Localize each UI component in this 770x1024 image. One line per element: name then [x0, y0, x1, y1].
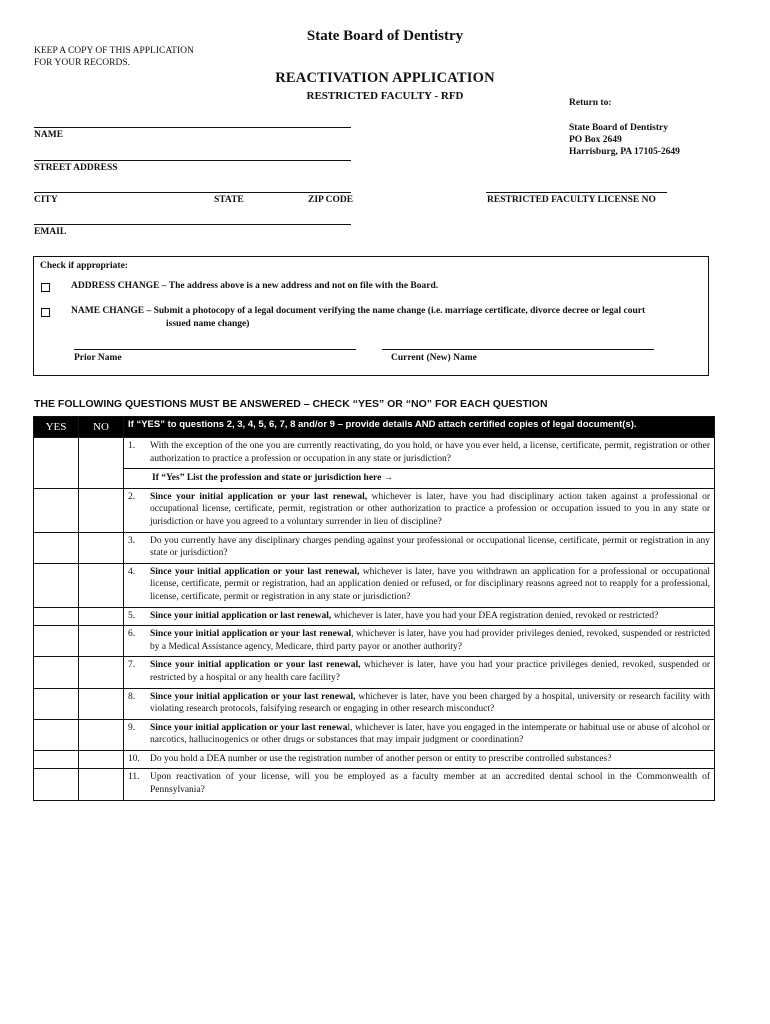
- street-address-label: STREET ADDRESS: [34, 163, 118, 173]
- question-number: 9.: [128, 722, 136, 733]
- question-number: 2.: [128, 491, 136, 502]
- question-text: whichever is later, have you had your DEA registration denied, revoked or restricted?: [331, 610, 659, 621]
- return-address-line-2: PO Box 2649: [569, 135, 622, 145]
- change-notice-box: [33, 256, 709, 376]
- question-4: [124, 563, 715, 607]
- table-row: [34, 532, 715, 563]
- q10-no-cell[interactable]: [79, 750, 124, 769]
- question-bold: Since your initial application or your last renewal,: [150, 566, 360, 577]
- question-9: [124, 719, 715, 750]
- application-title: REACTIVATION APPLICATION: [275, 70, 495, 86]
- table-row: [34, 438, 715, 489]
- table-row: [34, 769, 715, 800]
- question-7: [124, 657, 715, 688]
- city-state-zip-field[interactable]: [34, 192, 351, 193]
- question-1: [124, 438, 715, 489]
- city-label: CITY: [34, 195, 58, 205]
- name-change-label-cont: issued name change): [166, 319, 250, 329]
- q4-no-cell[interactable]: [79, 563, 124, 607]
- question-text: whichever is later, have you had disciplinary action taken against a professional or occupational license, certificate, permit, registration or other authorization to practice a profession or occupation issued to you in any state or jurisdiction or have you agreed to a voluntary surrender in lieu of discipline?: [150, 491, 710, 527]
- questions-heading: THE FOLLOWING QUESTIONS MUST BE ANSWERED – CHECK “YES” OR “NO” FOR EACH QUESTION: [34, 398, 548, 410]
- question-bold: Since your initial application or your last renewal,: [150, 491, 368, 502]
- return-address-line-1: State Board of Dentistry: [569, 123, 668, 133]
- question-text: With the exception of the one you are currently reactivating, do you hold, or have you ever held, a license, certificate, permit, registration or other authorization to practice a profession or occupation in any state or jurisdiction?: [150, 441, 710, 464]
- question-text: whichever is later, have you been charged by a hospital, university or research facility with violating research protocols, falsifying research or engaging in other research misconduct?: [150, 691, 711, 715]
- questions-table: [33, 416, 715, 801]
- q4-yes-cell[interactable]: [34, 563, 79, 607]
- current-name-field[interactable]: [382, 349, 654, 350]
- table-row: [34, 607, 715, 626]
- question-number: 5.: [128, 610, 136, 621]
- question-number: 3.: [128, 535, 136, 546]
- keep-copy-line-1: KEEP A COPY OF THIS APPLICATION: [34, 46, 194, 56]
- q6-no-cell[interactable]: [79, 626, 124, 657]
- table-row: [34, 750, 715, 769]
- question-bold: Since your initial application or last renewal,: [150, 610, 332, 621]
- question-number: 11.: [128, 772, 140, 783]
- question-number: 8.: [128, 691, 136, 702]
- table-row: [34, 657, 715, 688]
- email-field[interactable]: [34, 224, 351, 225]
- q11-no-cell[interactable]: [79, 769, 124, 800]
- question-number: 6.: [128, 629, 136, 640]
- address-change-checkbox[interactable]: [41, 283, 50, 292]
- name-change-label: NAME CHANGE – Submit a photocopy of a legal document verifying the name change (i.e. marriage certificate, divorce decree or legal court: [71, 306, 646, 316]
- question-8: [124, 688, 715, 719]
- table-row: [34, 719, 715, 750]
- question-11: [124, 769, 715, 800]
- board-title: State Board of Dentistry: [306, 28, 464, 44]
- questions-header-row: [34, 417, 715, 438]
- question-number: 7.: [128, 660, 136, 671]
- address-change-label: ADDRESS CHANGE – The address above is a new address and not on file with the Board.: [71, 281, 439, 291]
- street-address-field[interactable]: [34, 160, 351, 161]
- q8-yes-cell[interactable]: [34, 688, 79, 719]
- question-number: 4.: [128, 566, 136, 577]
- application-subtitle: RESTRICTED FACULTY - RFD: [306, 90, 464, 102]
- current-name-label: Current (New) Name: [391, 353, 477, 363]
- prior-name-field[interactable]: [74, 349, 356, 350]
- zip-code-label: ZIP CODE: [308, 195, 354, 205]
- name-label: NAME: [34, 130, 64, 140]
- license-number-field[interactable]: [486, 192, 667, 193]
- question-text: Upon reactivation of your license, will you be employed as a faculty member at an accredited dental school in the Commonwealth of Pennsylvania?: [150, 772, 710, 796]
- question-bold: Since your initial application or your last renewa: [150, 722, 348, 733]
- q9-no-cell[interactable]: [79, 719, 124, 750]
- q3-yes-cell[interactable]: [34, 532, 79, 563]
- q5-yes-cell[interactable]: [34, 607, 79, 626]
- q1-no-cell[interactable]: [79, 438, 124, 489]
- question-number: 1.: [128, 441, 136, 451]
- q2-no-cell[interactable]: [79, 488, 124, 532]
- question-number: 10.: [128, 753, 140, 764]
- question-text: whichever is later, have you withdrawn an application for a professional or occupational license, certificate, permit or registration, had an application denied or refused, or for disciplinary reasons agreed not to reapply for a professional, license, certificate, permit or registration in any state or jurisdiction?: [150, 566, 710, 602]
- question-5: [124, 607, 715, 626]
- table-row: [34, 563, 715, 607]
- q7-yes-cell[interactable]: [34, 657, 79, 688]
- license-number-label: RESTRICTED FACULTY LICENSE NO: [487, 195, 656, 205]
- return-address: [569, 122, 680, 158]
- q2-yes-cell[interactable]: [34, 488, 79, 532]
- q1-yes-cell[interactable]: [34, 438, 79, 489]
- question-10: [124, 750, 715, 769]
- email-label: EMAIL: [34, 227, 67, 237]
- question-2: [124, 488, 715, 532]
- questions-instruction: If “YES” to questions 2, 3, 4, 5, 6, 7, 8 and/or 9 – provide details AND attach certified copies of legal document(s).: [124, 417, 715, 438]
- question-bold: Since your initial application or your last renewal: [150, 629, 352, 640]
- question-text: whichever is later, have you had your practice privileges denied, revoked, suspended or restricted by a hospital or any health care facility?: [150, 660, 711, 683]
- table-row: [34, 488, 715, 532]
- question-bold: Since your initial application or your last renewal,: [150, 660, 361, 671]
- table-row: [34, 688, 715, 719]
- question-text: Do you currently have any disciplinary charges pending against your professional or occupational license, certificate, permit or registration in any state or jurisdiction?: [150, 535, 710, 559]
- q9-yes-cell[interactable]: [34, 719, 79, 750]
- q8-no-cell[interactable]: [79, 688, 124, 719]
- question-text: , whichever is later, have you had provider privileges denied, revoked, suspended or restricted by a Medical Assistance agency, Medicare, third party payor or another authority?: [150, 629, 710, 652]
- question-text: l, whichever is later, have you engaged in the intemperate or habitual use or abuse of alcohol or narcotics, hallucinogenics or other drugs or substances that may impair judgment or coordination?: [150, 722, 710, 746]
- q3-no-cell[interactable]: [79, 532, 124, 563]
- name-change-checkbox[interactable]: [41, 308, 50, 317]
- return-address-line-3: Harrisburg, PA 17105-2649: [569, 147, 680, 157]
- table-row: [34, 626, 715, 657]
- prior-name-label: Prior Name: [74, 353, 122, 363]
- name-field[interactable]: [34, 127, 351, 128]
- keep-copy-line-2: FOR YOUR RECORDS.: [34, 58, 130, 68]
- q11-yes-cell[interactable]: [34, 769, 79, 800]
- state-label: STATE: [214, 195, 244, 205]
- return-to-label: Return to:: [569, 98, 612, 108]
- question-bold: Since your initial application or your last renewal,: [150, 691, 356, 702]
- q5-no-cell[interactable]: [79, 607, 124, 626]
- q1-if-yes-prompt: If “Yes” List the profession and state or jurisdiction here →: [152, 473, 394, 484]
- yes-column-header: YES: [34, 417, 79, 438]
- no-column-header: NO: [79, 417, 124, 438]
- question-3: [124, 532, 715, 563]
- question-text: Do you hold a DEA number or use the registration number of another person or entity to prescribe controlled substances?: [150, 753, 612, 764]
- question-6: [124, 626, 715, 657]
- q7-no-cell[interactable]: [79, 657, 124, 688]
- q6-yes-cell[interactable]: [34, 626, 79, 657]
- check-heading: Check if appropriate:: [40, 261, 128, 271]
- keep-copy-note: [34, 45, 194, 69]
- q10-yes-cell[interactable]: [34, 750, 79, 769]
